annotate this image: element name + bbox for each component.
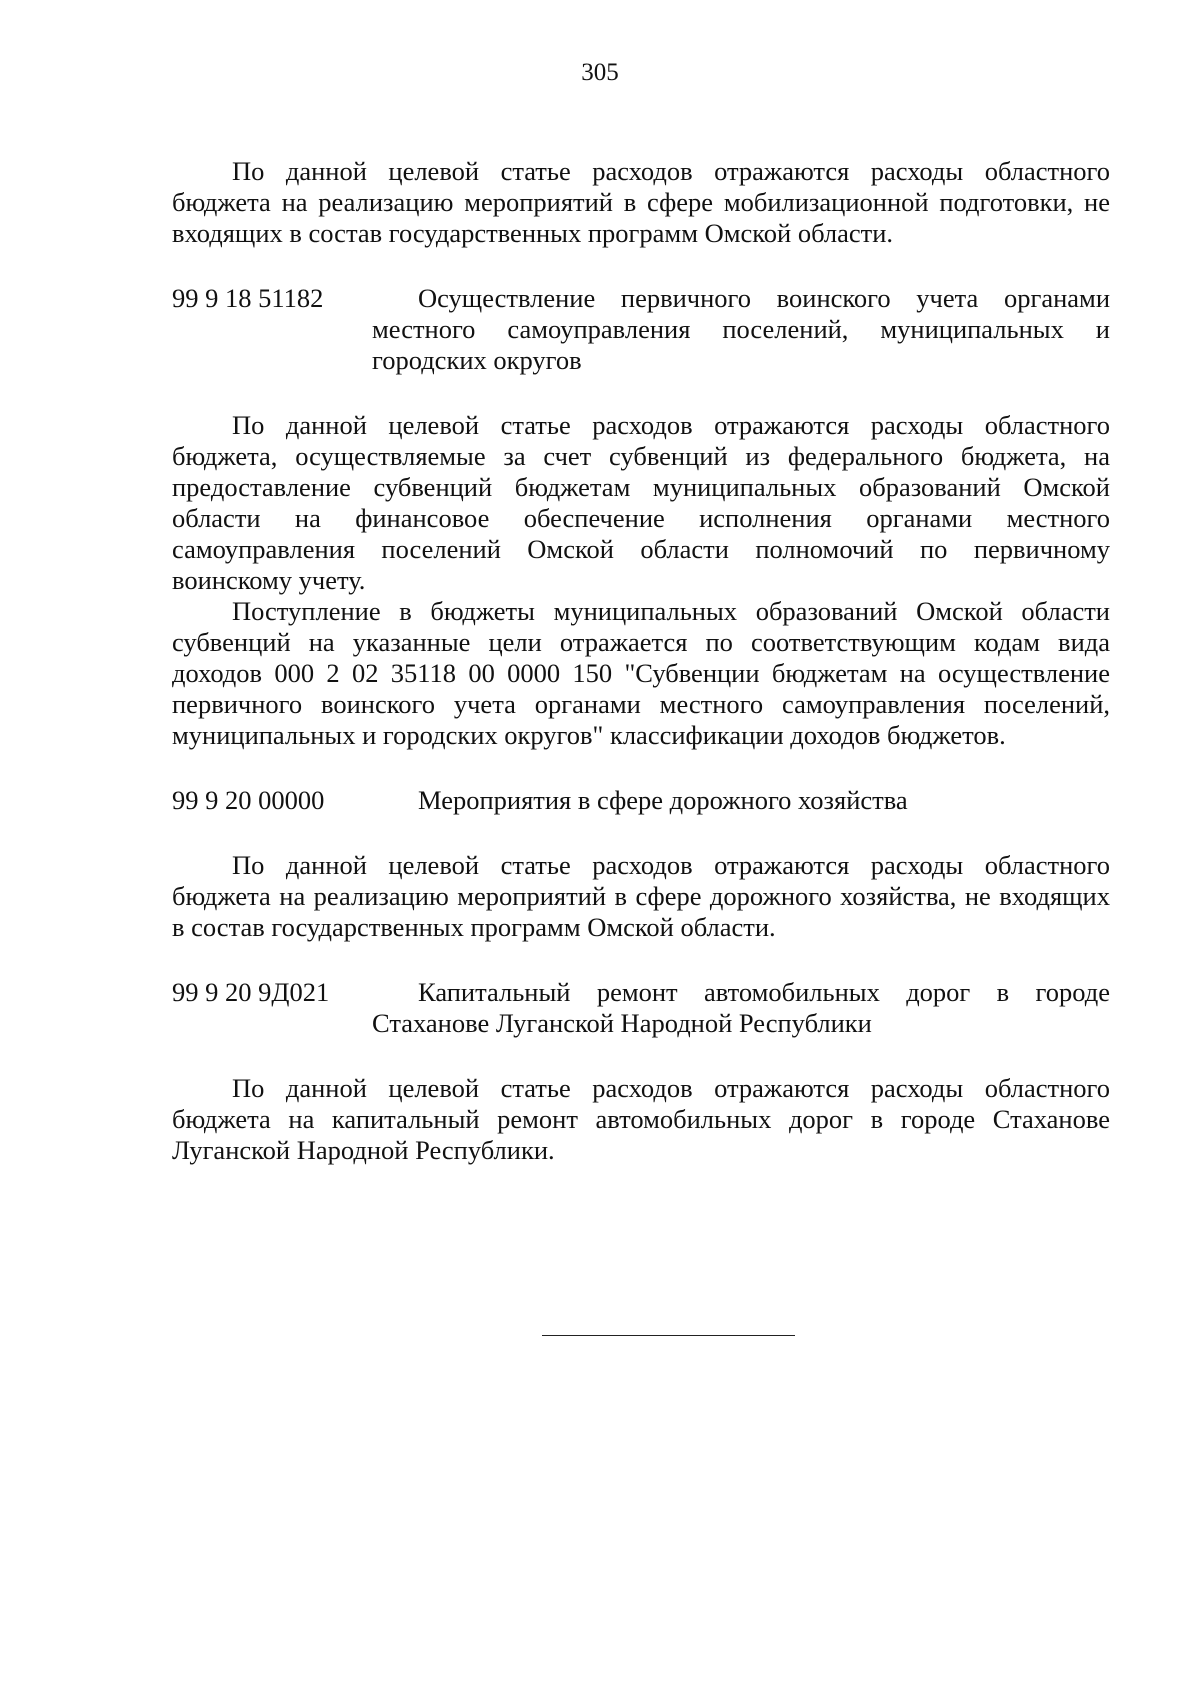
entry-title: Мероприятия в сфере дорожного хозяйства bbox=[418, 785, 908, 815]
entry-code: 99 9 20 00000 bbox=[172, 785, 325, 815]
paragraph-subventions: По данной целевой статье расходов отражаются расходы областного бюджета, осуществляемые за счет субвенций из федерального бюджета, на предоставление субвенций бюджетам муниципальных образований Омской области на финансовое обеспечение исполнения органами местного самоуправления поселений Омской области полномочий по первичному воинскому учету. bbox=[172, 410, 1110, 595]
entry-code: 99 9 20 9Д021 bbox=[172, 977, 330, 1007]
paragraph-revenue-codes: Поступление в бюджеты муниципальных образований Омской области субвенций на указанные цели отражается по соответствующим кодам вида доходов 000 2 02 35118 00 0000 150 "Субвенции бюджетам на осуществление первичного воинского учета органами местного самоуправления поселений, муниципальных и городских округов" классификации доходов бюджетов. bbox=[172, 596, 1110, 750]
paragraph-road-repair: По данной целевой статье расходов отражаются расходы областного бюджета на капитальный ремонт автомобильных дорог в городе Стаханове Луганской Народной Республики. bbox=[172, 1073, 1110, 1165]
entry-code: 99 9 18 51182 bbox=[172, 283, 324, 313]
page-number: 305 bbox=[581, 59, 619, 86]
budget-entry-20-00000 bbox=[172, 785, 1110, 816]
document-body bbox=[172, 156, 1110, 1166]
budget-entry-20-9d021 bbox=[172, 977, 1110, 1039]
paragraph-mobilization: По данной целевой статье расходов отражаются расходы областного бюджета на реализацию мероприятий в сфере мобилизационной подготовки, не входящих в состав государственных программ Омской области. bbox=[172, 156, 1110, 248]
budget-entry-51182 bbox=[172, 283, 1110, 376]
paragraph-road-measures: По данной целевой статье расходов отражаются расходы областного бюджета на реализацию мероприятий в сфере дорожного хозяйства, не входящих в состав государственных программ Омской области. bbox=[172, 850, 1110, 942]
entry-title: Осуществление первичного воинского учета органами местного самоуправления поселений, муниципальных и городских округов bbox=[372, 283, 1110, 375]
end-divider bbox=[542, 1335, 795, 1336]
entry-title: Капитальный ремонт автомобильных дорог в городе Стаханове Луганской Народной Республики bbox=[372, 977, 1110, 1038]
